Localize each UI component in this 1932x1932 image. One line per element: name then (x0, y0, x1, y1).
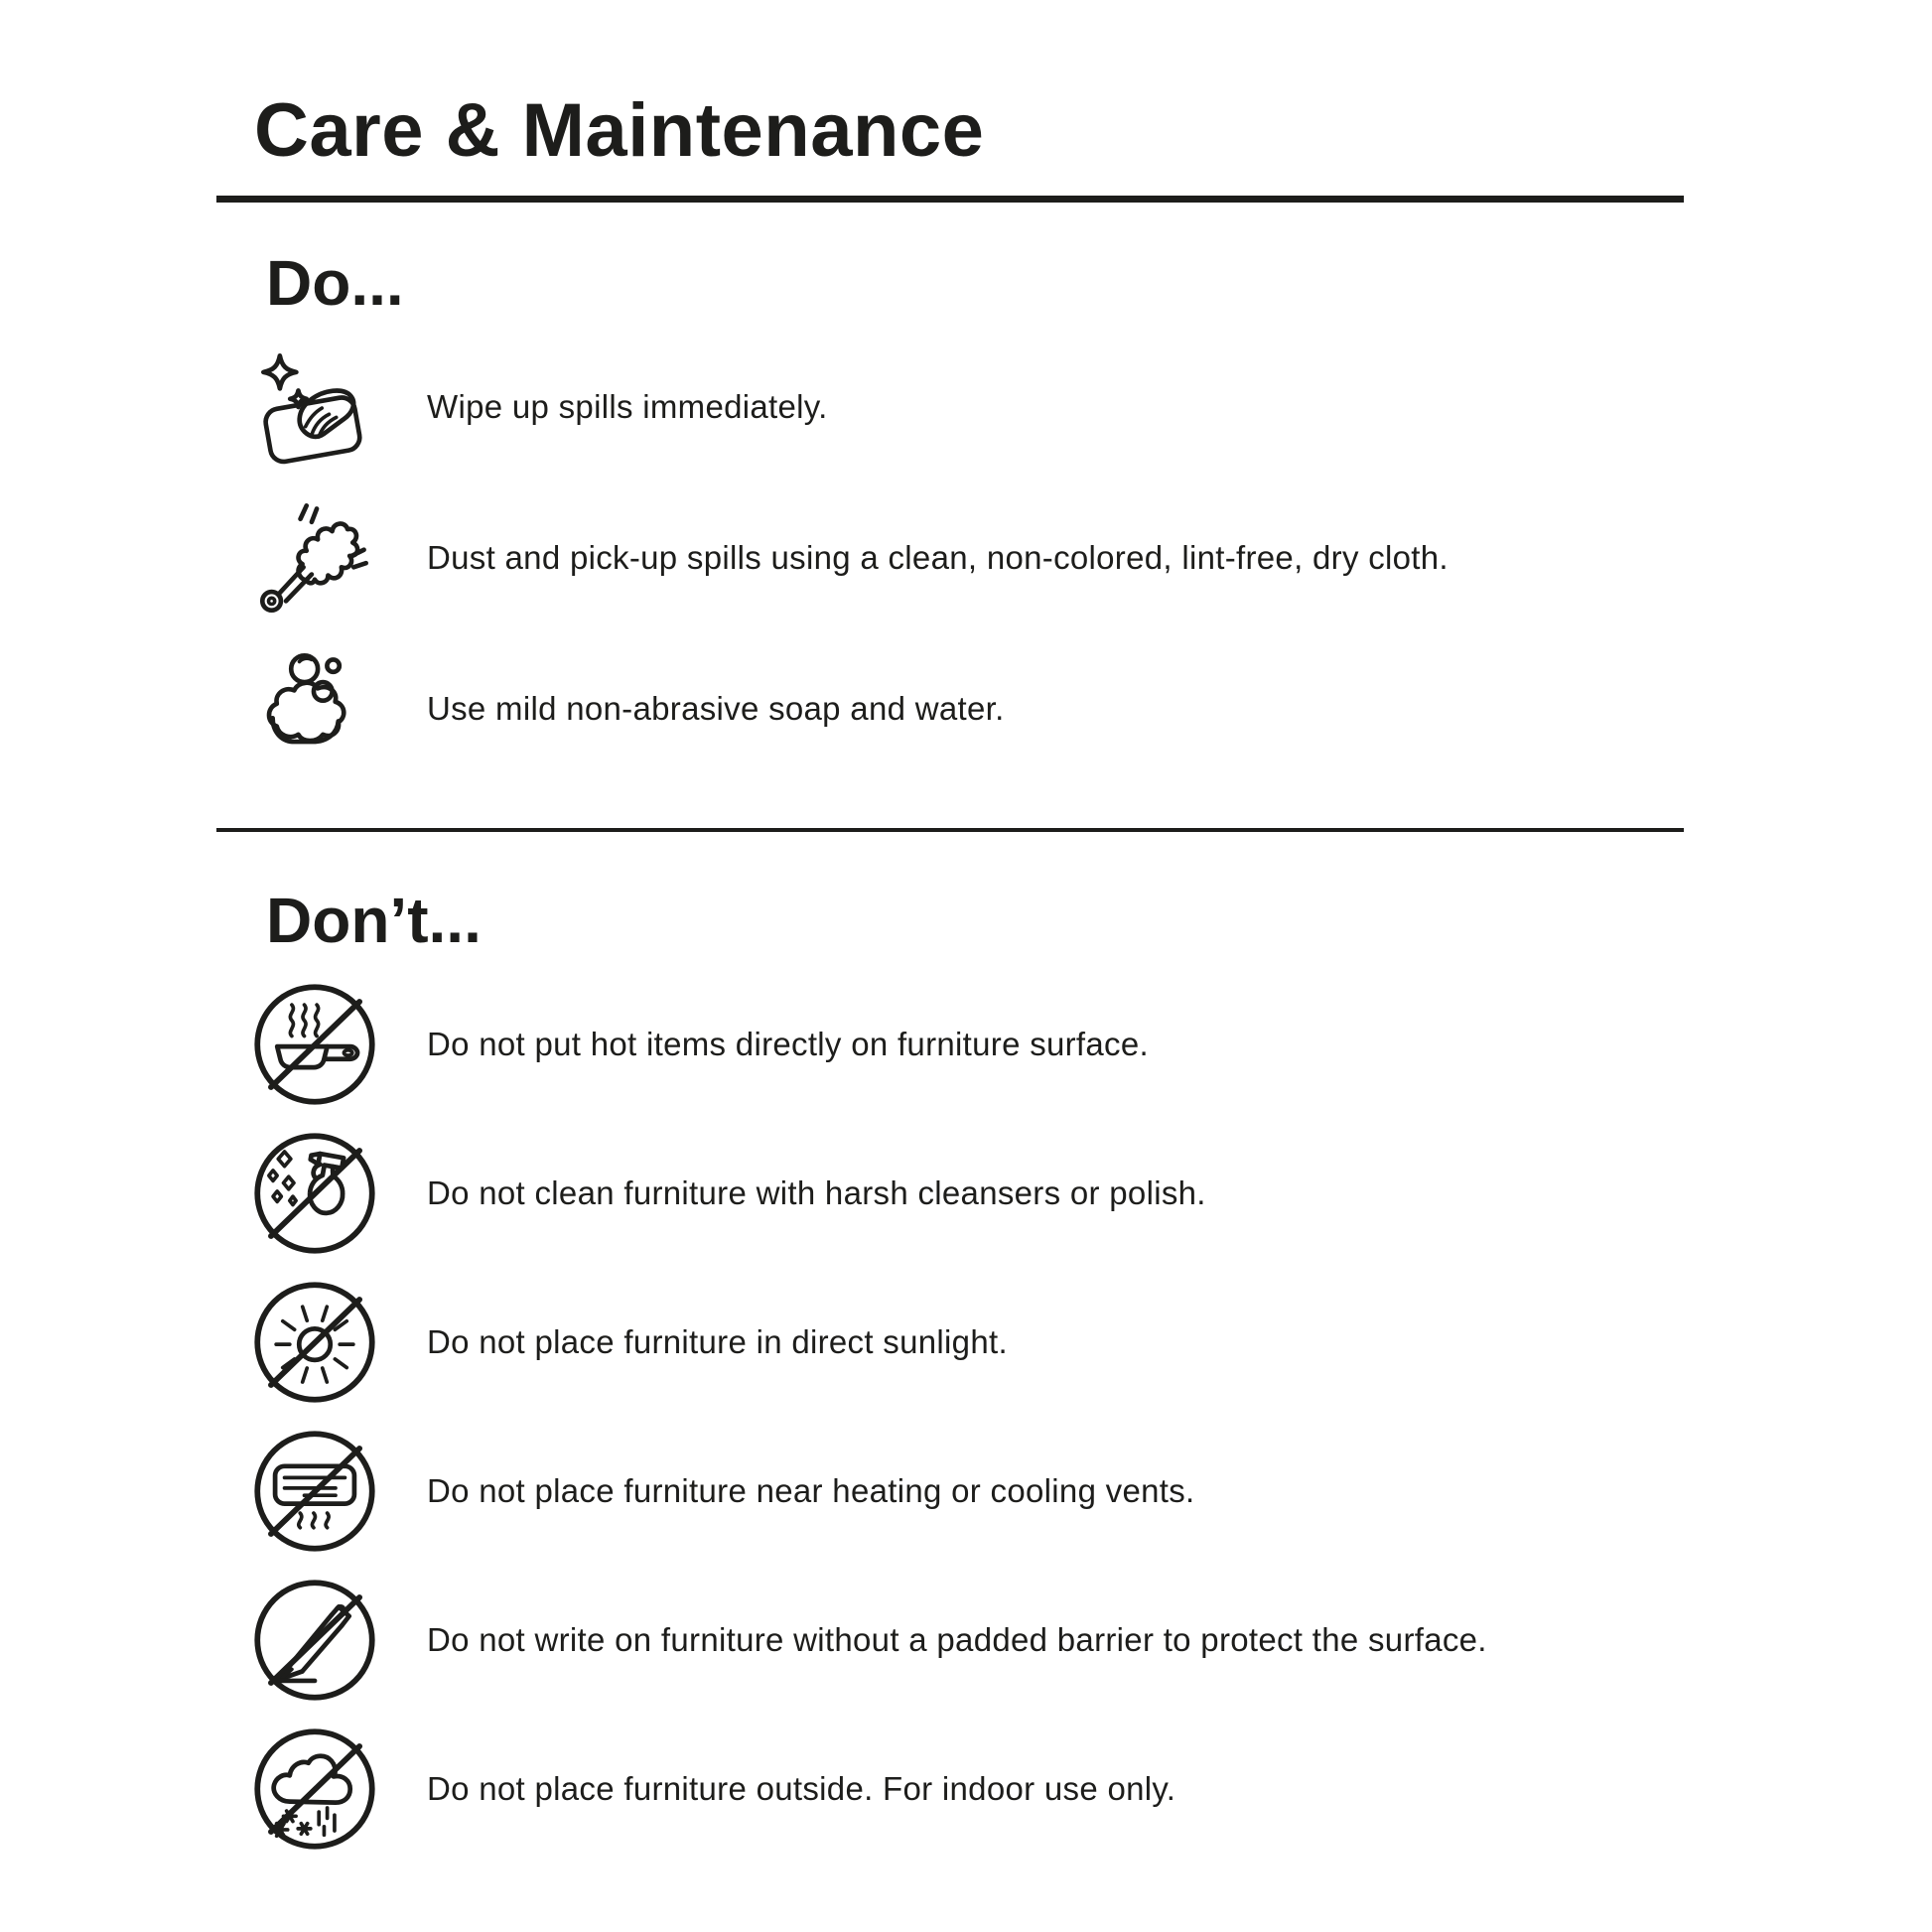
dont-heading: Don’t... (266, 885, 482, 957)
dont-list (0, 970, 1932, 1863)
title-divider (216, 196, 1684, 203)
dont-item-writing (250, 1566, 1932, 1715)
page-title: Care & Maintenance (254, 88, 985, 173)
instruction-text: Do not put hot items directly on furniture surface. (427, 1025, 1149, 1062)
soap-bubbles-icon (250, 647, 379, 770)
no-direct-sunlight-icon (250, 1280, 379, 1405)
feather-duster-icon (250, 496, 379, 620)
no-heating-vents-icon (250, 1429, 379, 1554)
no-hot-items-icon (250, 982, 379, 1107)
no-harsh-cleanser-icon (250, 1131, 379, 1256)
dont-item-hot-items (250, 970, 1932, 1119)
dont-item-direct-sunlight (250, 1268, 1932, 1417)
instruction-text: Do not clean furniture with harsh cleansers or polish. (427, 1173, 1206, 1211)
instruction-text: Use mild non-abrasive soap and water. (427, 690, 1005, 728)
dont-item-harsh-cleansers (250, 1119, 1932, 1268)
do-list (0, 332, 1932, 784)
instruction-text: Do not place furniture near heating or cooling vents. (427, 1471, 1195, 1509)
do-heading: Do... (266, 247, 404, 319)
dont-item-outdoor-use (250, 1715, 1932, 1863)
do-item-dust (250, 483, 1932, 633)
instruction-text: Do not place furniture outside. For indoor use only. (427, 1769, 1176, 1807)
instruction-text: Wipe up spills immediately. (427, 388, 828, 426)
do-item-wipe-spills (250, 332, 1932, 483)
no-outdoor-use-icon (250, 1726, 379, 1852)
section-divider (216, 828, 1684, 832)
instruction-text: Dust and pick-up spills using a clean, non-colored, lint-free, dry cloth. (427, 539, 1449, 577)
wipe-hand-icon (250, 345, 379, 469)
do-item-mild-soap (250, 633, 1932, 784)
dont-item-heating-vents (250, 1417, 1932, 1566)
instruction-text: Do not write on furniture without a padded barrier to protect the surface. (427, 1620, 1487, 1658)
instruction-text: Do not place furniture in direct sunlight. (427, 1322, 1008, 1360)
no-writing-icon (250, 1578, 379, 1703)
